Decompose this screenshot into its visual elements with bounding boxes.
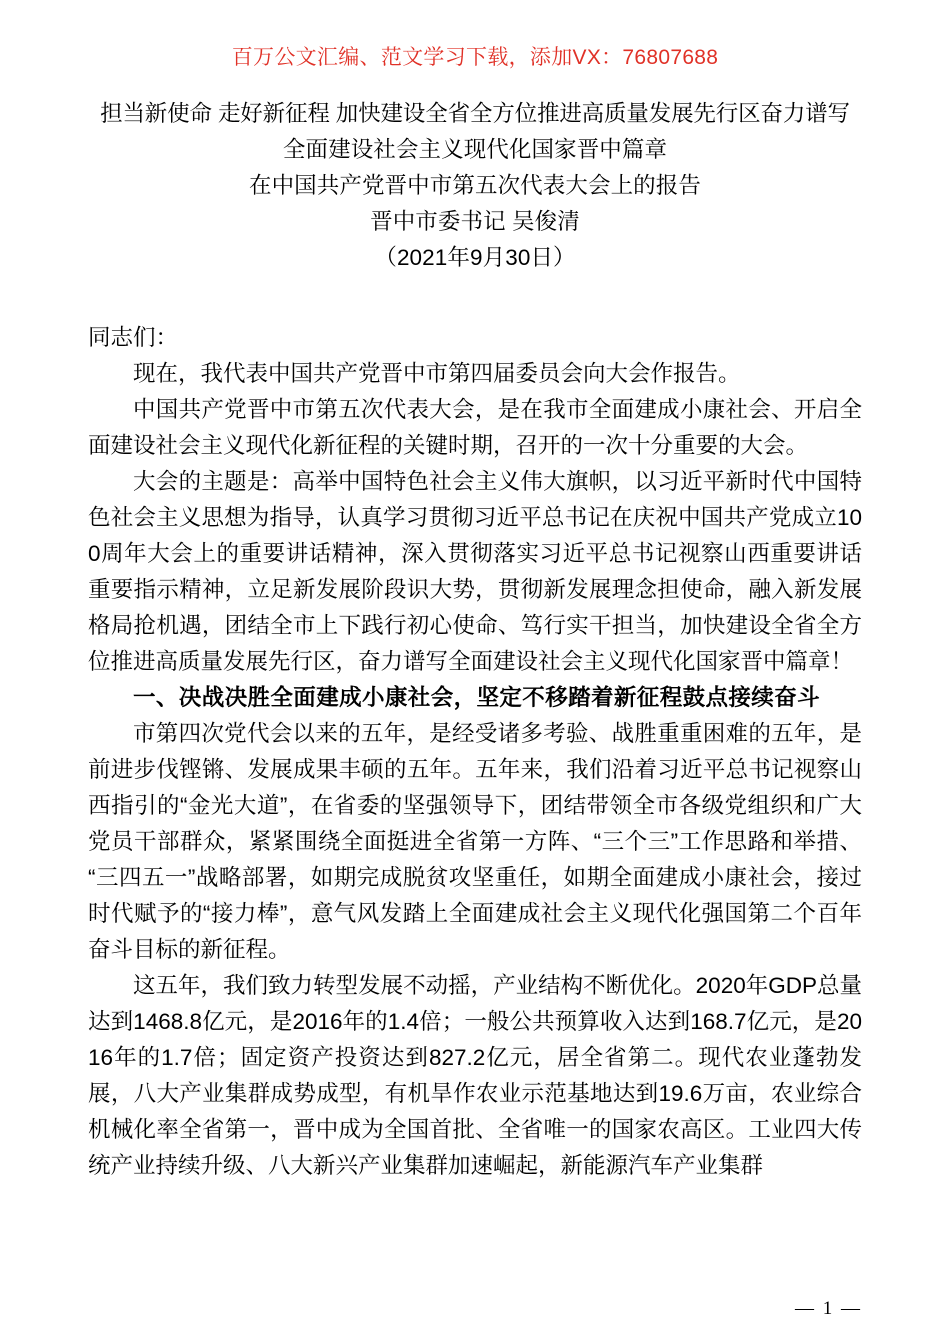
title-line-5: （2021年9月30日） [374,245,576,270]
salutation: 同志们： [88,325,179,350]
paragraph-2: 中国共产党晋中市第五次代表大会，是在我市全面建成小康社会、开启全面建设社会主义现代化新征程的关键时期，召开的一次十分重要的大会。 [88,397,862,458]
document-title-block [88,96,862,276]
paragraph-1: 现在，我代表中国共产党晋中市第四届委员会向大会作报告。 [133,361,741,386]
paragraph-5: 这五年，我们致力转型发展不动摇，产业结构不断优化。2020年GDP总量达到1468.8亿元，是2016年的1.4倍；一般公共预算收入达到168.7亿元，是2016年的1.7倍；固定资产投资达到827.2亿元，居全省第二。现代农业蓬勃发展，八大产业集群成势成型，有机旱作农业示范基地达到19.6万亩，农业综合机械化率全省第一，晋中成为全国首批、全省唯一的国家农高区。工业四大传统产业持续升级、八大新兴产业集群加速崛起，新能源汽车产业集群 [88,973,862,1178]
title-line-4: 晋中市委书记 吴俊清 [370,209,580,234]
title-line-3: 在中国共产党晋中市第五次代表大会上的报告 [248,173,701,198]
paragraph-3: 大会的主题是：高举中国特色社会主义伟大旗帜，以习近平新时代中国特色社会主义思想为指导，认真学习贯彻习近平总书记在庆祝中国共产党成立100周年大会上的重要讲话精神，深入贯彻落实习近平总书记视察山西重要讲话重要指示精神，立足新发展阶段识大势，贯彻新发展理念担使命，融入新发展格局抢机遇，团结全市上下践行初心使命、笃行实干担当，加快建设全省全方位推进高质量发展先行区，奋力谱写全面建设社会主义现代化国家晋中篇章！ [88,469,862,674]
title-line-2: 全面建设社会主义现代化国家晋中篇章 [282,137,668,162]
paragraph-4: 市第四次党代会以来的五年，是经受诸多考验、战胜重重困难的五年，是前进步伐铿锵、发展成果丰硕的五年。五年来，我们沿着习近平总书记视察山西指引的“金光大道”，在省委的坚强领导下，团结带领全市各级党组织和广大党员干部群众，紧紧围绕全面挺进全省第一方阵、“三个三”工作思路和举措、“三四五一”战略部署，如期完成脱贫攻坚重任，如期全面建成小康社会，接过时代赋予的“接力棒”，意气风发踏上全面建成社会主义现代化强国第二个百年奋斗目标的新征程。 [88,721,862,962]
title-body-spacer [88,276,862,320]
document-content [88,96,862,1184]
title-line-1: 担当新使命 走好新征程 加快建设全省全方位推进高质量发展先行区奋力谱写 [100,101,850,126]
promo-banner: 百万公文汇编、范文学习下载，添加VX：76807688 [231,46,719,69]
section-heading-1: 一、决战决胜全面建成小康社会，坚定不移踏着新征程鼓点接续奋斗 [133,685,821,710]
page-number-footer: — 1 — [795,1298,862,1319]
